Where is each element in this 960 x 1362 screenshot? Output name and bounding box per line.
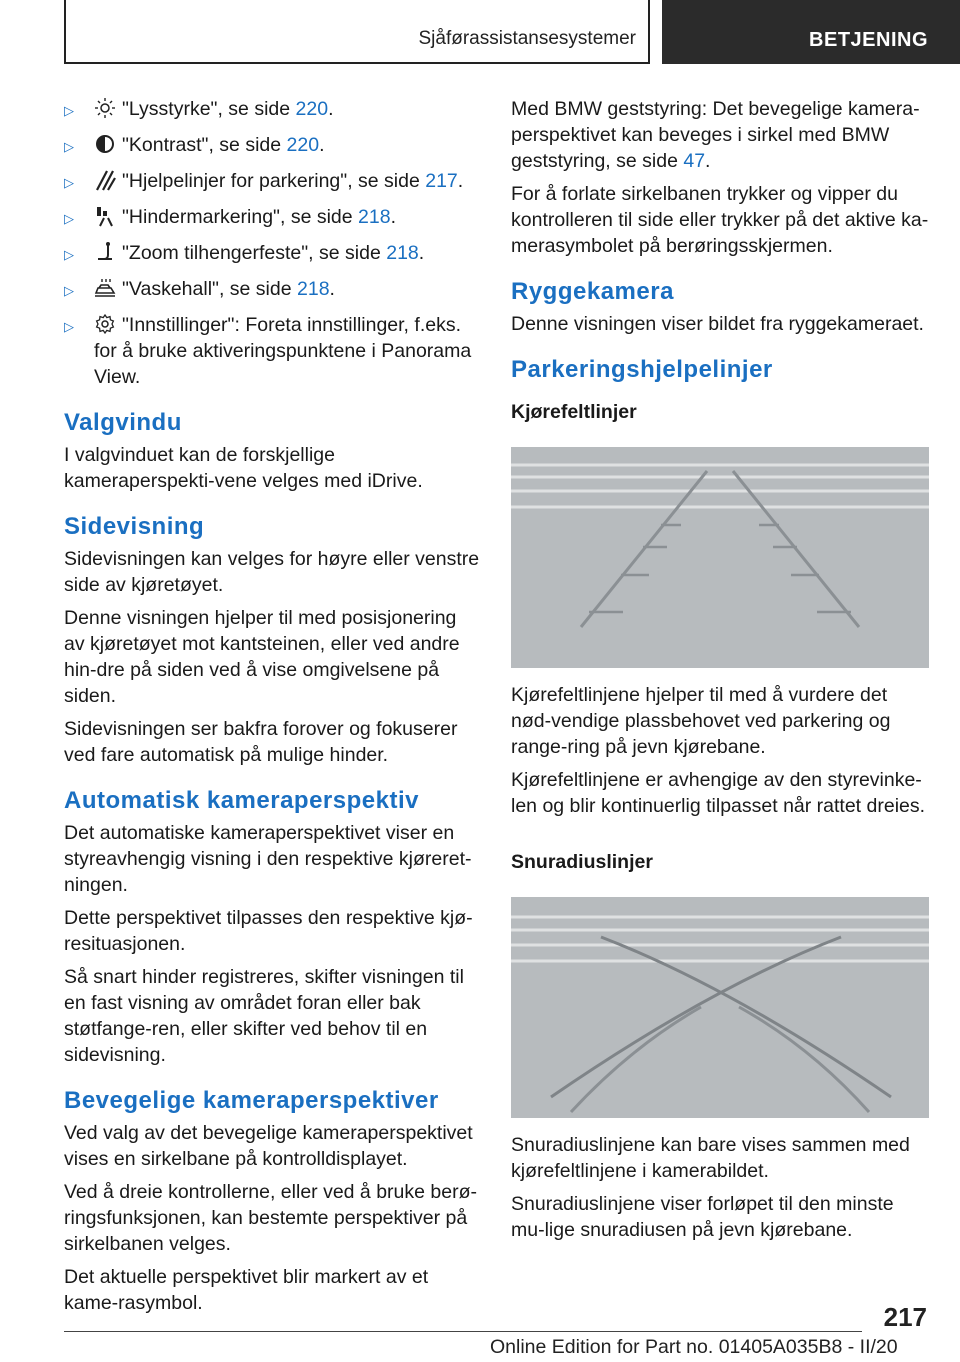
page-link[interactable]: 217 — [425, 170, 458, 192]
settings-gear-icon — [94, 313, 116, 335]
list-item: ▷ "Hindermarkering", se side 218. — [64, 204, 482, 230]
heading-parkeringshjelpelinjer: Parkeringshjelpelinjer — [511, 356, 773, 383]
list-item: ▷ "Hjelpelinjer for parkering", se side 217. — [64, 168, 482, 194]
page-link[interactable]: 47 — [683, 150, 706, 172]
heading-bevegelige-kameraperspektiver: Bevegelige kameraperspektiver — [64, 1087, 439, 1114]
heading-sidevisning: Sidevisning — [64, 513, 205, 540]
paragraph: Ved valg av det bevegelige kameraperspektivet vises en sirkelbane på kontrolldisplayet. — [64, 1122, 473, 1170]
heading-ryggekamera: Ryggekamera — [511, 278, 674, 305]
paragraph: Med BMW geststyring: Det bevegelige kamera‐perspektivet kan beveges i sirkel med BMW geststyring, se side 47. — [511, 98, 920, 172]
edition-note: Online Edition for Part no. 01405A035B8 - II/20 — [490, 1336, 898, 1358]
left-column — [64, 96, 482, 1323]
page-link[interactable]: 220 — [295, 98, 329, 120]
right-column — [511, 96, 929, 1250]
chapter-tab — [662, 0, 960, 64]
triangle-bullet-icon: ▷ — [64, 211, 74, 226]
triangle-bullet-icon: ▷ — [64, 175, 74, 190]
paragraph: Denne visningen viser bildet fra ryggekameraet. — [511, 313, 924, 335]
subheading-kjorefeltlinjer: Kjørefeltlinjer — [511, 401, 637, 423]
paragraph: For å forlate sirkelbanen trykker og vipper du kontrolleren til side eller trykker på det aktive ka‐merasymbolet på berøringsskjermen. — [511, 183, 929, 257]
heading-automatisk-kameraperspektiv: Automatisk kameraperspektiv — [64, 787, 419, 814]
turning-radius-illustration — [511, 897, 929, 1118]
page-link[interactable]: 218 — [297, 278, 330, 300]
trailer-hitch-icon — [94, 241, 116, 263]
paragraph: Dette perspektivet tilpasses den respektive kjø‐resituasjonen. — [64, 907, 473, 955]
paragraph: Ved å dreie kontrollerne, eller ved å bruke berø‐ringsfunksjonen, kan bestemte perspektiver på sirkelbanen velges. — [64, 1181, 477, 1255]
running-header-box — [64, 0, 650, 64]
paragraph: Det automatiske kameraperspektivet viser en styreavhengig visning i den respektive kjøreret‐ningen. — [64, 822, 472, 896]
triangle-bullet-icon: ▷ — [64, 103, 74, 118]
paragraph: Så snart hinder registreres, skifter visningen til en fast visning av området foran eller bak støtfange‐ren, eller skifter ved behov til en sidevisning. — [64, 966, 464, 1066]
paragraph: Kjørefeltlinjene hjelper til med å vurdere det nød‐vendige plassbehovet ved parkering og range‐ring på jevn kjørebane. — [511, 684, 891, 758]
footer-divider — [64, 1331, 862, 1332]
brightness-icon — [94, 97, 116, 119]
running-header-section: Sjåførassistansesystemer — [418, 28, 636, 49]
page-link[interactable]: 220 — [286, 134, 320, 156]
page-link[interactable]: 218 — [358, 206, 391, 228]
list-item: ▷ "Innstillinger": Foreta innstillinger, f.eks. for å bruke aktiveringspunktene i Panorama View. — [64, 314, 472, 388]
page-number: 217 — [883, 1302, 927, 1332]
paragraph: Kjørefeltlinjene er avhengige av den styrevinke‐len og blir kontinuerlig tilpasset når rattet dreies. — [511, 769, 926, 817]
paragraph: Snuradiuslinjene viser forløpet til den minste mu‐lige snuradiusen på jevn kjørebane. — [511, 1193, 894, 1241]
list-item: ▷ "Zoom tilhengerfeste", se side 218. — [64, 240, 482, 266]
paragraph: Det aktuelle perspektivet blir markert av et kame‐rasymbol. — [64, 1266, 429, 1314]
paragraph: I valgvinduet kan de forskjellige kameraperspekti‐vene velges med iDrive. — [64, 444, 423, 492]
parking-guide-lines-icon — [94, 169, 116, 191]
subheading-snuradiuslinjer: Snuradiuslinjer — [511, 851, 653, 873]
triangle-bullet-icon: ▷ — [64, 319, 74, 334]
contrast-icon — [94, 133, 116, 155]
chapter-title: BETJENING — [809, 29, 928, 51]
paragraph: Denne visningen hjelper til med posisjonering av kjøretøyet mot kantsteinen, eller ved andre hin‐dre på siden ved å vise omgivelsene på siden. — [64, 607, 460, 707]
list-item: ▷ "Lysstyrke", se side 220. — [64, 96, 482, 122]
obstacle-marking-icon — [94, 205, 116, 227]
list-item: ▷ "Kontrast", se side 220. — [64, 132, 482, 158]
list-item: ▷ "Vaskehall", se side 218. — [64, 276, 482, 302]
triangle-bullet-icon: ▷ — [64, 139, 74, 154]
car-wash-icon — [94, 277, 116, 299]
page-link[interactable]: 218 — [386, 242, 419, 264]
triangle-bullet-icon: ▷ — [64, 283, 74, 298]
option-list — [64, 96, 482, 390]
heading-valgvindu: Valgvindu — [64, 409, 182, 436]
paragraph: Snuradiuslinjene kan bare vises sammen med kjørefeltlinjene i kamerabildet. — [511, 1134, 910, 1182]
paragraph: Sidevisningen kan velges for høyre eller venstre side av kjøretøyet. — [64, 548, 480, 596]
paragraph: Sidevisningen ser bakfra forover og fokuserer ved fare automatisk på mulige hinder. — [64, 718, 458, 766]
lane-lines-illustration — [511, 447, 929, 668]
triangle-bullet-icon: ▷ — [64, 247, 74, 262]
